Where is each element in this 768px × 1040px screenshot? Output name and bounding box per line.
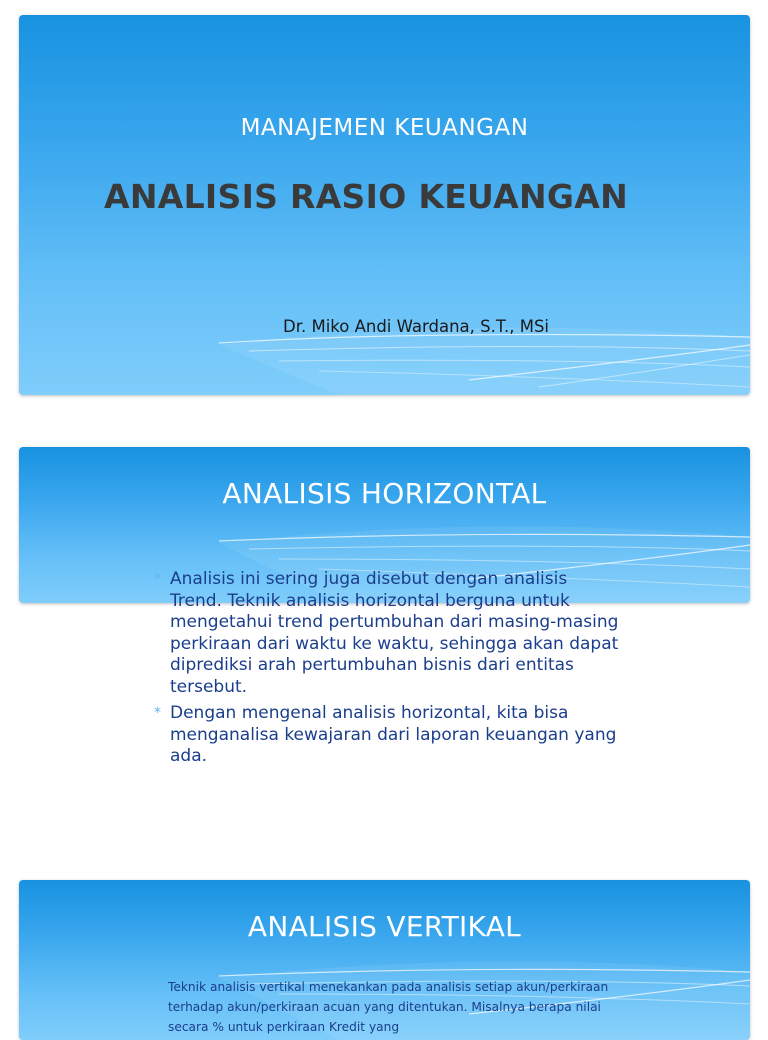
slide-title: ANALISIS RASIO KEUANGAN [104,177,629,216]
asterisk-bullet-icon: * [154,705,161,721]
list-item [152,977,622,1037]
slide-heading: ANALISIS VERTIKAL [247,910,522,943]
bullet-text: Teknik analisis vertikal menekankan pada analisis setiap akun/perkiraan terhadap akun/perkiraan acuan yang ditentukan. Misalnya berapa nilai secara % untuk perkiraan Kredit yang [168,980,609,1034]
horizontal-bullet-list [154,569,624,773]
author-name: Dr. Miko Andi Wardana, S.T., MSi [283,317,550,336]
title-slide [19,15,750,395]
course-subtitle: MANAJEMEN KEUANGAN [240,115,529,141]
asterisk-bullet-icon: * [154,571,161,587]
vertical-bullet-list [152,977,622,1037]
slide-heading: ANALISIS HORIZONTAL [222,477,547,510]
bullet-text: Analisis ini sering juga disebut dengan analisis Trend. Teknik analisis horizontal berguna untuk mengetahui trend pertumbuhan dari masing-masing perkiraan dari waktu ke waktu, sehingga akan dapat diprediksi arah pertumbuhan bisnis dari entitas tersebut. [170,569,619,697]
list-item [154,703,624,768]
list-item [154,569,624,698]
asterisk-bullet-icon: * [152,980,158,993]
bullet-text: Dengan mengenal analisis horizontal, kita bisa menganalisa kewajaran dari laporan keuangan yang ada. [170,703,617,766]
